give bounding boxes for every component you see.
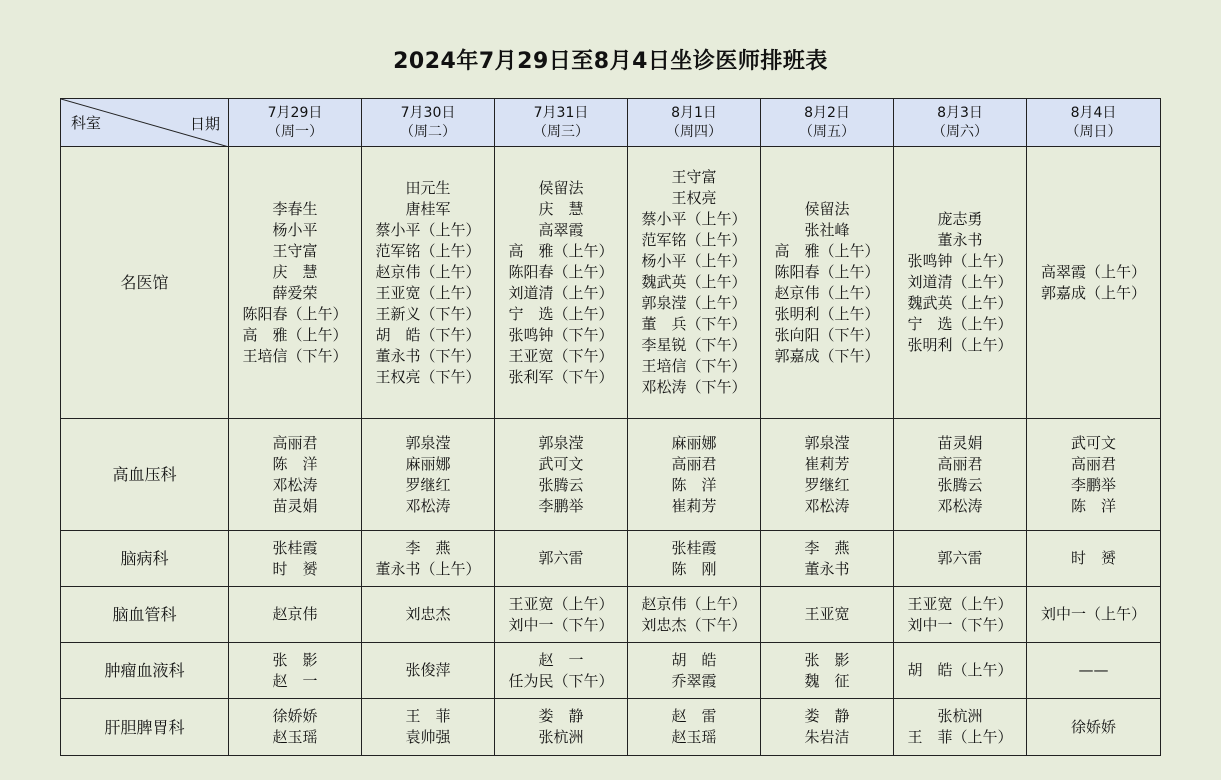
weekday-label: （周四） <box>666 123 722 140</box>
doctor-name: 李 燕 <box>804 538 850 557</box>
doctor-list <box>375 538 480 580</box>
schedule-row <box>61 419 1161 531</box>
date-header <box>229 99 362 147</box>
doctor-name: 刘忠杰 <box>405 605 451 623</box>
doctor-name: 王亚宽（上午） <box>907 594 1013 613</box>
doctor-list <box>804 433 849 517</box>
doctor-name: 郭泉滢（上午） <box>641 294 747 312</box>
schedule-cell <box>362 147 495 419</box>
department-name: 肿瘤血液科 <box>61 643 229 699</box>
doctor-name: 娄 静 <box>804 707 850 725</box>
doctor-name: 张腾云 <box>538 475 584 494</box>
department-name: 脑血管科 <box>61 587 229 643</box>
schedule-row <box>61 147 1161 419</box>
doctor-name: 高丽君 <box>671 454 717 473</box>
doctor-name: 武可文 <box>538 454 584 473</box>
doctor-list <box>671 538 716 580</box>
doctor-name: 庆 慧 <box>538 199 584 218</box>
doctor-list <box>508 650 613 692</box>
doctor-name: 麻丽娜 <box>671 433 717 452</box>
schedule-cell <box>894 531 1027 587</box>
doctor-name: 王培信（下午） <box>641 357 747 375</box>
doctor-list <box>937 433 982 517</box>
doctor-name: 赵京伟（上午） <box>774 283 880 302</box>
doctor-name: 蔡小平（上午） <box>375 220 481 239</box>
corner-header <box>61 99 229 147</box>
doctor-name: 李星锐（下午） <box>641 336 747 354</box>
doctor-list <box>804 538 849 580</box>
schedule-cell <box>229 531 362 587</box>
doctor-name: 张明利（上午） <box>774 304 880 323</box>
doctor-name: 郭六雷 <box>538 549 584 567</box>
schedule-cell <box>628 419 761 531</box>
doctor-list <box>1071 717 1116 738</box>
schedule-cell <box>1027 587 1161 643</box>
schedule-row <box>61 643 1161 699</box>
doctor-name: 张利军（下午） <box>508 367 614 386</box>
doctor-name: 郭泉滢 <box>538 433 584 452</box>
date-header <box>761 99 894 147</box>
doctor-name: 郭泉滢 <box>405 433 451 452</box>
doctor-name: 张 影 <box>804 650 850 669</box>
schedule-cell <box>761 643 894 699</box>
weekday-label: （周二） <box>400 123 456 140</box>
schedule-cell <box>362 419 495 531</box>
schedule-cell <box>1027 643 1161 699</box>
schedule-cell <box>1027 531 1161 587</box>
doctor-name: 唐桂军 <box>405 199 451 218</box>
doctor-list <box>907 660 1012 681</box>
doctor-name: 陈 洋 <box>1070 496 1116 515</box>
doctor-name: 宁 选（上午） <box>907 315 1013 333</box>
doctor-name: 任为民（下午） <box>508 671 614 690</box>
doctor-name: 郭泉滢 <box>804 433 850 452</box>
doctor-name: 王培信（下午） <box>242 346 348 365</box>
doctor-name: 王 菲 <box>405 707 451 725</box>
doctor-name: 武可文 <box>1070 433 1116 452</box>
doctor-name: 时 赟 <box>272 559 318 578</box>
schedule-cell <box>628 587 761 643</box>
schedule-cell <box>628 699 761 756</box>
doctor-name: 李春生 <box>272 199 318 218</box>
schedule-cell <box>628 643 761 699</box>
department-name: 脑病科 <box>61 531 229 587</box>
schedule-cell <box>761 419 894 531</box>
doctor-name: 李鹏举 <box>1070 475 1116 494</box>
date-header <box>362 99 495 147</box>
doctor-name: 高 雅（上午） <box>774 241 880 260</box>
doctor-name: 高丽君 <box>1070 454 1116 473</box>
schedule-cell <box>761 531 894 587</box>
doctor-name: 高翠霞 <box>538 220 584 239</box>
date-label: 8月2日 <box>804 104 850 121</box>
weekday-label: （周一） <box>267 123 323 140</box>
doctor-name: 王 菲（上午） <box>907 728 1013 746</box>
doctor-list <box>804 706 849 748</box>
schedule-cell <box>362 587 495 643</box>
schedule-cell <box>894 587 1027 643</box>
schedule-cell <box>229 419 362 531</box>
department-name: 名医馆 <box>61 147 229 419</box>
doctor-name: 张向阳（下午） <box>774 325 880 344</box>
date-label: 7月31日 <box>533 104 589 121</box>
doctor-name: 张社峰 <box>804 220 850 239</box>
date-label: 7月30日 <box>400 104 456 121</box>
doctor-list <box>272 706 317 748</box>
doctor-list <box>641 594 746 636</box>
header-row <box>61 99 1161 147</box>
weekday-label: （周日） <box>1065 123 1122 140</box>
schedule-cell <box>495 643 628 699</box>
doctor-name: 王守富 <box>671 168 717 186</box>
doctor-list <box>538 706 583 748</box>
doctor-name: 赵玉瑶 <box>671 728 717 746</box>
doctor-name: 郭嘉成（上午） <box>1040 283 1146 302</box>
doctor-name: 赵京伟（上午） <box>375 262 481 281</box>
schedule-cell <box>229 147 362 419</box>
doctor-name: 王权亮（下午） <box>375 367 481 386</box>
doctor-list <box>538 433 583 517</box>
doctor-name: 庆 慧 <box>272 262 318 281</box>
doctor-name: 张 影 <box>272 650 318 669</box>
doctor-name: 刘中一（上午） <box>1040 605 1146 623</box>
schedule-cell <box>229 587 362 643</box>
doctor-name: 陈阳春（上午） <box>242 304 348 323</box>
doctor-list <box>1071 433 1116 517</box>
doctor-name: 侯留法 <box>538 178 584 197</box>
date-header <box>628 99 761 147</box>
doctor-name: 刘道清（上午） <box>907 273 1013 291</box>
doctor-name: 董永书（上午） <box>375 559 481 578</box>
doctor-name: 胡 皓（下午） <box>375 325 481 344</box>
date-label: 8月4日 <box>1070 104 1117 121</box>
doctor-name: 魏 征 <box>804 671 850 690</box>
doctor-name: 赵 雷 <box>671 707 717 725</box>
schedule-cell <box>894 699 1027 756</box>
doctor-list <box>1071 548 1116 569</box>
doctor-name: 赵京伟（上午） <box>641 594 747 613</box>
doctor-name: 范军铭（上午） <box>641 231 747 249</box>
schedule-row <box>61 587 1161 643</box>
schedule-cell <box>495 147 628 419</box>
doctor-list <box>907 209 1012 356</box>
doctor-name: 邓松涛（下午） <box>641 378 747 396</box>
doctor-list <box>1041 262 1146 304</box>
page-title: 2024年7月29日至8月4日坐诊医师排班表 <box>393 49 828 74</box>
doctor-list <box>804 604 849 625</box>
doctor-name: 乔翠霞 <box>671 671 717 690</box>
doctor-name: 邓松涛 <box>804 496 850 515</box>
date-header <box>894 99 1027 147</box>
doctor-name: 董 兵（下午） <box>641 315 747 333</box>
schedule-table <box>60 98 1161 756</box>
doctor-name: 高 雅（上午） <box>508 241 614 260</box>
schedule-cell <box>1027 419 1161 531</box>
doctor-name: 陈 刚 <box>671 559 717 578</box>
schedule-cell <box>362 531 495 587</box>
doctor-list <box>242 199 347 367</box>
doctor-name: 张腾云 <box>937 475 983 494</box>
doctor-name: 魏武英（上午） <box>641 273 747 291</box>
doctor-name: 邓松涛 <box>405 496 451 515</box>
doctor-name: 李鹏举 <box>538 496 584 515</box>
schedule-cell <box>495 699 628 756</box>
doctor-name: 胡 皓 <box>671 650 717 669</box>
schedule-cell <box>761 147 894 419</box>
schedule-cell <box>495 587 628 643</box>
doctor-name: 邓松涛 <box>937 496 983 515</box>
date-label: 8月1日 <box>671 104 717 121</box>
doctor-name: 张桂霞 <box>272 538 318 557</box>
doctor-name: 蔡小平（上午） <box>641 210 747 228</box>
doctor-name: 陈 洋 <box>671 475 717 494</box>
doctor-name: 赵京伟 <box>272 605 318 623</box>
date-header <box>495 99 628 147</box>
date-header <box>1027 99 1161 147</box>
doctor-name: 张鸣钟（下午） <box>508 325 614 344</box>
doctor-list <box>272 538 317 580</box>
doctor-name: 王亚宽（上午） <box>375 283 481 302</box>
doctor-name: 刘中一（下午） <box>508 615 614 634</box>
doctor-name: 范军铭（上午） <box>375 241 481 260</box>
schedule-cell <box>495 419 628 531</box>
doctor-name: 张杭洲 <box>937 707 983 725</box>
doctor-name: 娄 静 <box>538 707 584 725</box>
doctor-list <box>508 594 613 636</box>
doctor-name: 张俊萍 <box>405 661 451 679</box>
doctor-name: 高 雅（上午） <box>242 325 348 344</box>
doctor-name: 宁 选（上午） <box>508 304 614 323</box>
doctor-list <box>538 548 583 569</box>
doctor-name: 刘道清（上午） <box>508 283 614 302</box>
doctor-list <box>272 433 317 517</box>
doctor-name: 赵 一 <box>538 650 584 669</box>
doctor-name: 张杭洲 <box>538 728 584 746</box>
doctor-name: 高丽君 <box>272 433 318 452</box>
doctor-name: 王新义（下午） <box>375 304 481 323</box>
doctor-name: 杨小平 <box>272 220 318 239</box>
doctor-list <box>1079 660 1109 681</box>
doctor-list <box>405 706 450 748</box>
schedule-cell <box>229 699 362 756</box>
doctor-name: 杨小平（上午） <box>641 252 747 270</box>
doctor-name: 张明利（上午） <box>907 336 1013 354</box>
doctor-name: 张鸣钟（上午） <box>907 252 1013 270</box>
doctor-name: 李 燕 <box>405 538 451 557</box>
doctor-name: 郭六雷 <box>937 549 983 567</box>
doctor-name: 徐娇娇 <box>272 707 318 725</box>
doctor-list <box>405 433 450 517</box>
schedule-cell <box>761 587 894 643</box>
doctor-name: 麻丽娜 <box>405 454 451 473</box>
schedule-cell <box>894 147 1027 419</box>
doctor-name: 罗继红 <box>405 475 451 494</box>
doctor-list <box>671 433 716 517</box>
schedule-cell <box>628 147 761 419</box>
doctor-list <box>937 548 982 569</box>
doctor-list <box>1041 604 1146 625</box>
doctor-name: 董永书 <box>804 559 850 578</box>
doctor-list <box>405 604 450 625</box>
doctor-name: 邓松涛 <box>272 475 318 494</box>
doctor-name: 陈 洋 <box>272 454 318 473</box>
doctor-name: 罗继红 <box>804 475 850 494</box>
doctor-list <box>671 650 716 692</box>
doctor-name: 徐娇娇 <box>1070 717 1116 736</box>
schedule-cell <box>1027 147 1161 419</box>
schedule-cell <box>1027 699 1161 756</box>
doctor-name: 王权亮 <box>671 189 717 207</box>
schedule-cell <box>894 419 1027 531</box>
doctor-name: 刘中一（下午） <box>907 615 1013 634</box>
doctor-name: 张桂霞 <box>671 538 717 557</box>
schedule-cell <box>894 643 1027 699</box>
doctor-list <box>804 650 849 692</box>
doctor-list <box>641 167 746 398</box>
department-name: 高血压科 <box>61 419 229 531</box>
weekday-label: （周三） <box>533 123 589 140</box>
doctor-name: 苗灵娟 <box>937 433 983 452</box>
doctor-name: 王亚宽（下午） <box>508 346 614 365</box>
doctor-name: 董永书（下午） <box>375 346 481 365</box>
doctor-name: 庞志勇 <box>937 210 983 228</box>
doctor-name: 赵玉瑶 <box>272 728 318 746</box>
schedule-row <box>61 699 1161 756</box>
doctor-name: 高丽君 <box>937 454 983 473</box>
doctor-name: 王守富 <box>272 241 318 260</box>
schedule-cell <box>761 699 894 756</box>
doctor-name: 侯留法 <box>804 199 850 218</box>
doctor-name: 陈阳春（上午） <box>774 262 880 281</box>
corner-dept-label: 科室 <box>71 114 102 132</box>
schedule-cell <box>628 531 761 587</box>
doctor-name: 胡 皓（上午） <box>907 661 1013 679</box>
doctor-name: 高翠霞（上午） <box>1040 262 1146 281</box>
schedule-row <box>61 531 1161 587</box>
doctor-name: 郭嘉成（下午） <box>774 346 880 365</box>
doctor-name: 崔莉芳 <box>671 496 717 515</box>
doctor-name: 田元生 <box>405 178 451 197</box>
doctor-list <box>907 594 1012 636</box>
weekday-label: （周六） <box>932 123 988 140</box>
schedule-cell <box>229 643 362 699</box>
doctor-name: 董永书 <box>937 231 983 249</box>
doctor-name: 朱岩洁 <box>804 728 850 746</box>
weekday-label: （周五） <box>799 123 855 140</box>
doctor-name: 刘忠杰（下午） <box>641 615 747 634</box>
date-label: 8月3日 <box>937 104 983 121</box>
doctor-name: 袁帅强 <box>405 728 451 746</box>
doctor-name: 王亚宽（上午） <box>508 594 614 613</box>
doctor-list <box>508 178 613 388</box>
corner-date-label: 日期 <box>189 115 220 133</box>
date-label: 7月29日 <box>267 104 323 121</box>
doctor-name: —— <box>1078 661 1109 679</box>
doctor-list <box>405 660 450 681</box>
schedule-cell <box>362 643 495 699</box>
doctor-name: 王亚宽 <box>804 605 850 623</box>
schedule-cell <box>495 531 628 587</box>
doctor-list <box>375 178 480 388</box>
doctor-name: 时 赟 <box>1070 549 1116 567</box>
department-name: 肝胆脾胃科 <box>61 699 229 756</box>
doctor-list <box>774 199 879 367</box>
doctor-name: 陈阳春（上午） <box>508 262 614 281</box>
doctor-list <box>272 604 317 625</box>
doctor-list <box>907 706 1012 748</box>
doctor-name: 薛爱荣 <box>272 283 318 302</box>
doctor-name: 赵 一 <box>272 671 318 690</box>
doctor-list <box>671 706 716 748</box>
schedule-cell <box>362 699 495 756</box>
doctor-list <box>272 650 317 692</box>
doctor-name: 魏武英（上午） <box>907 294 1013 312</box>
doctor-name: 苗灵娟 <box>272 496 318 515</box>
doctor-name: 崔莉芳 <box>804 454 850 473</box>
